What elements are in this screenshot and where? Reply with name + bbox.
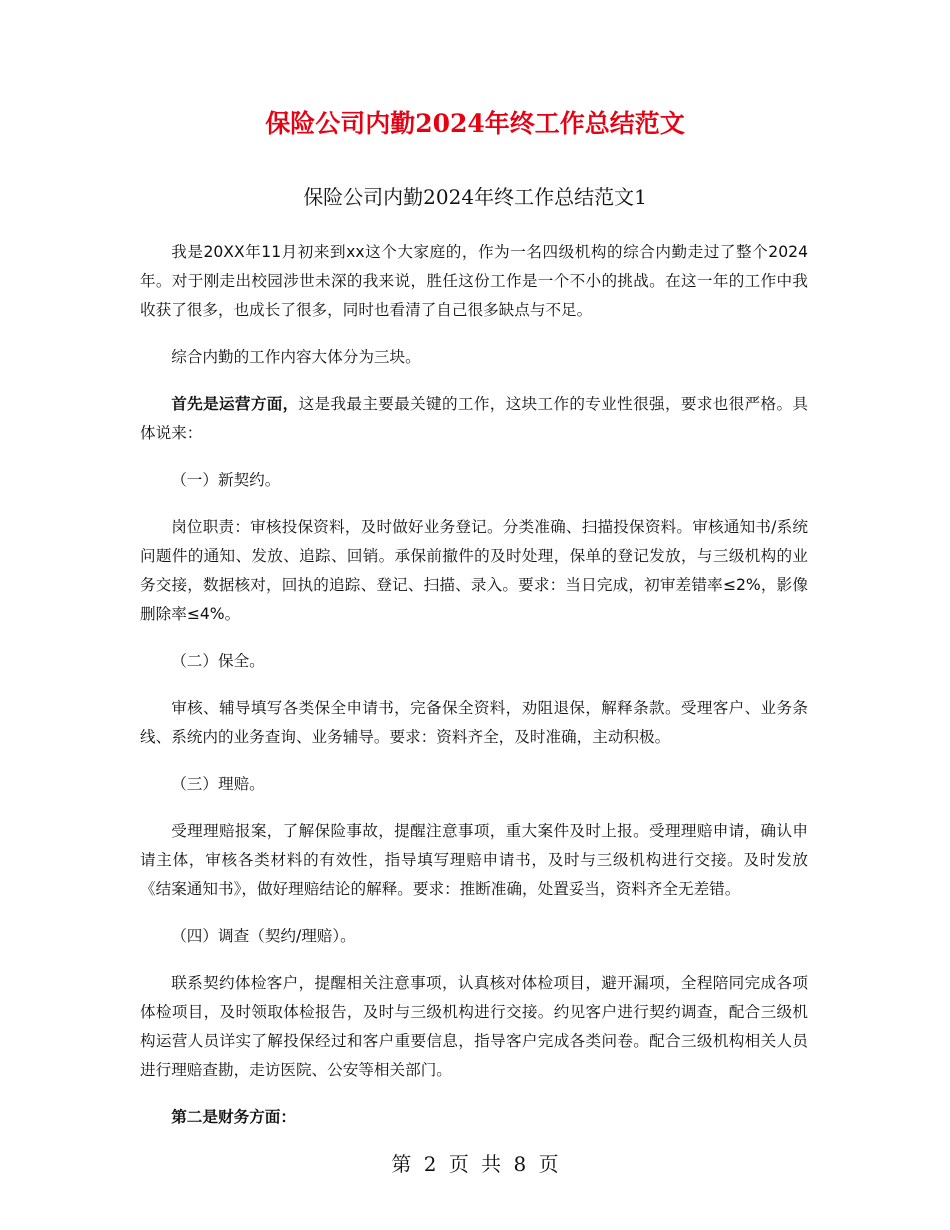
paragraph-preservation: 审核、辅导填写各类保全申请书，完备保全资料，劝阻退保，解释条款。受理客户、业务条线、系统内的业务查询、业务辅导。要求：资料齐全，及时准确，主动积极。 [140,699,808,746]
section-heading-claims: （三）理赔。 [171,775,265,793]
paragraph-operations: 首先是运营方面，这是我最主要最关键的工作，这块工作的专业性很强，要求也很严格。具体说来： [140,395,808,442]
paragraph-lead: 第二是财务方面： [171,1108,296,1126]
paragraph-investigation: 联系契约体检客户，提醒相关注意事项，认真核对体检项目，避开漏项，全程陪同完成各项体检项目，及时领取体检报告，及时与三级机构进行交接。约见客户进行契约调查，配合三级机构运营人员详实了解投保经过和客户重要信息，指导客户完成各类问卷。配合三级机构相关人员进行理赔查勘，走访医院、公安等相关部门。 [140,974,808,1079]
paragraph-overview: 综合内勤的工作内容大体分为三块。 [171,348,421,366]
document-body [140,238,808,1150]
section-heading-preservation: （二）保全。 [171,652,265,670]
page-number-footer: 第 2 页 共 8 页 [391,1152,559,1176]
paragraph-intro: 我是20XX年11月初来到xx这个大家庭的，作为一名四级机构的综合内勤走过了整个2024年。对于刚走出校园涉世未深的我来说，胜任这份工作是一个不小的挑战。在这一年的工作中我收获了很多，也成长了很多，同时也看清了自己很多缺点与不足。 [140,243,808,319]
document-subtitle: 保险公司内勤2024年终工作总结范文1 [303,185,647,209]
paragraph-claims: 受理理赔报案，了解保险事故，提醒注意事项，重大案件及时上报。受理理赔申请，确认申请主体，审核各类材料的有效性，指导填写理赔申请书，及时与三级机构进行交接。及时发放《结案通知书》，做好理赔结论的解释。要求：推断准确，处置妥当，资料齐全无差错。 [140,822,808,898]
paragraph-finance [140,1103,808,1132]
section-heading-investigation: （四）调查（契约/理赔）。 [171,927,356,945]
section-heading-new-contract: （一）新契约。 [171,471,281,489]
document-title: 保险公司内勤2024年终工作总结范文 [265,109,685,138]
paragraph-new-contract: 岗位职责：审核投保资料，及时做好业务登记。分类准确、扫描投保资料。审核通知书/系统问题件的通知、发放、追踪、回销。承保前撤件的及时处理，保单的登记发放，与三级机构的业务交接，数据核对，回执的追踪、登记、扫描、录入。要求：当日完成，初审差错率≤2%，影像删除率≤4%。 [140,518,808,623]
paragraph-lead: 首先是运营方面， [171,395,299,413]
